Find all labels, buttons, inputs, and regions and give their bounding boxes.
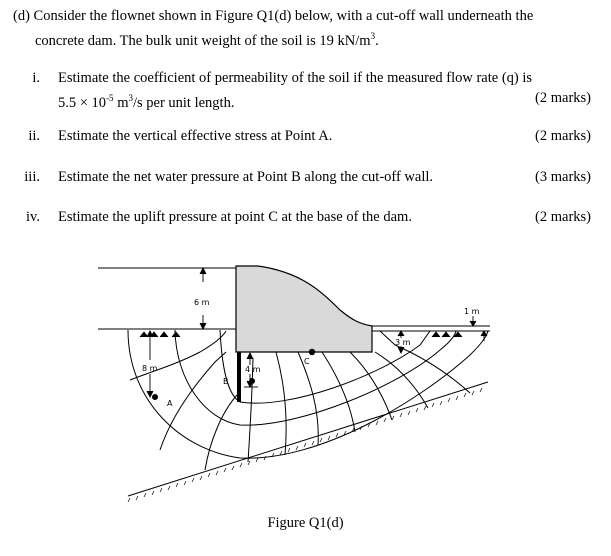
flow-rate-exp: -5 [106,93,114,103]
question-intro [13,6,583,51]
intro-sup: 3 [370,31,376,41]
impermeable-hatching [128,388,482,502]
figure-caption: Figure Q1(d) [267,515,344,531]
flownet-figure [0,250,611,556]
part-number: i. [32,70,40,86]
part-1-continuation [58,88,234,113]
dam-base-label: 3 m [395,338,411,347]
part-text: Estimate the coefficient of permeability of the soil if the measured flow rate (q) is [58,70,533,86]
part-marks: (2 marks) [535,128,591,144]
part-number: iv. [26,209,40,225]
intro-line-2: concrete dam. The bulk unit weight of the soil is 19 kN/m [35,33,371,49]
impermeable-layer [128,382,488,496]
intro-line-1: (d) Consider the flownet shown in Figure Q1(d) below, with a cut-off wall underneath the [13,8,534,24]
part-marks: (2 marks) [535,90,591,106]
upstream-head-label: 6 m [194,298,210,307]
intro-end: . [375,33,379,49]
part-text: Estimate the net water pressure at Point B along the cut-off wall. [58,169,434,185]
part-number: iii. [24,169,40,185]
downstream-head-label: 1 m [464,307,480,316]
flow-rate-rest: /s per unit length. [132,95,235,111]
cutoff-wall [237,352,241,402]
point-b-marker [249,378,255,384]
flow-rate-unit-exp: 3 [128,93,133,103]
point-a-label: A [167,399,173,408]
point-a-marker [152,394,158,400]
part-number: ii. [28,128,40,144]
part-marks: (3 marks) [535,169,591,185]
cutoff-depth-label: 4 m [245,365,261,374]
part-text: Estimate the vertical effective stress at Point A. [58,128,333,144]
flow-rate-unit: m [113,95,129,111]
part-marks: (2 marks) [535,209,591,225]
point-c-label: C [304,357,310,366]
point-a-depth-label: 8 m [142,364,158,373]
point-c-marker [309,349,315,355]
flow-rate-value: 5.5 × 10 [58,95,107,111]
part-text: Estimate the uplift pressure at point C at the base of the dam. [58,209,412,225]
concrete-dam [236,266,372,352]
point-b-label: B [223,377,229,386]
